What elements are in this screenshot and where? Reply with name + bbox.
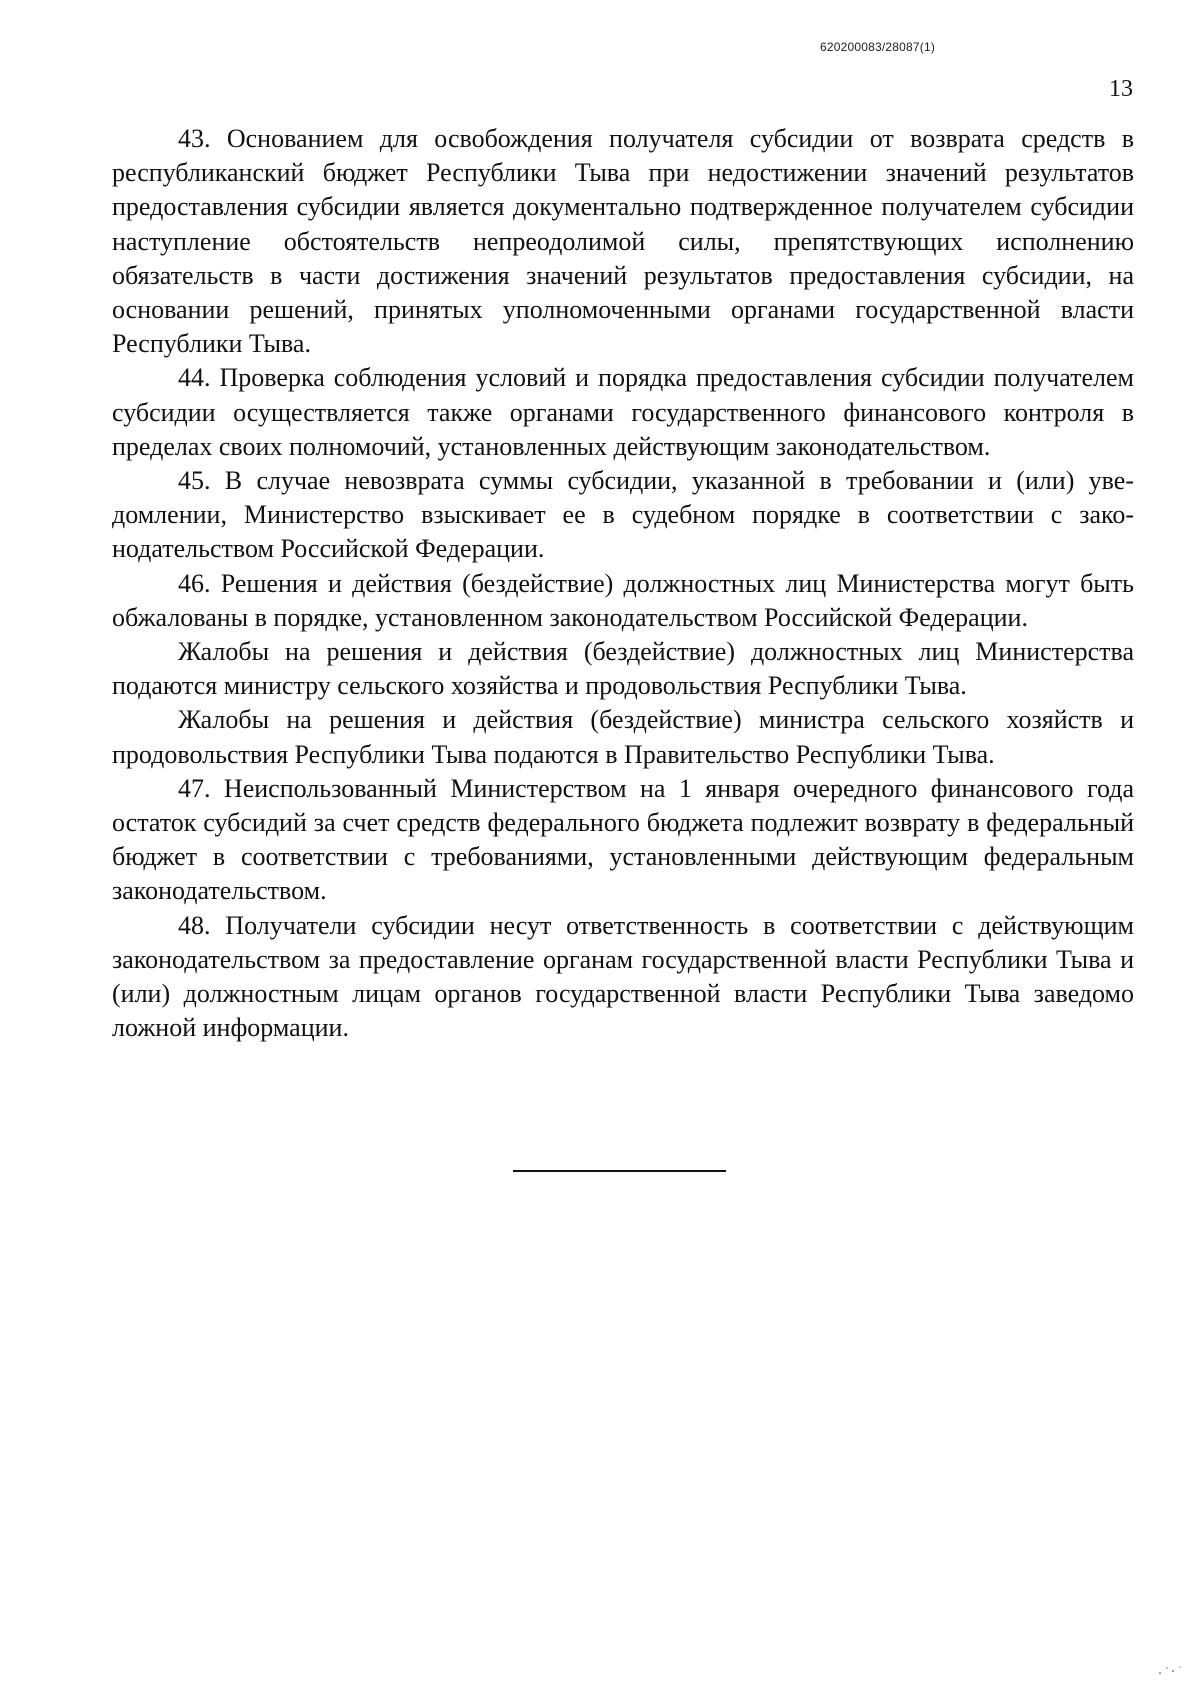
page-number: 13: [1109, 76, 1133, 102]
paragraph-48: 48. Получатели субсидии несут ответственность в соответствии с действующим законодательством за предоставление органам государственной власти Республики Тыва и (или) должностным лицам органов государственной власти Республики Тыва заведомо ложной информации.: [112, 910, 1134, 1043]
paragraph-complaints-minister: Жалобы на решения и действия (бездействие) министра сельского хозяйств и продовольствия Республики Тыва подаются в Правительство Республики Тыва.: [112, 705, 1134, 769]
scan-noise: [1156, 1664, 1186, 1676]
paragraph-43: 43. Основанием для освобождения получателя субсидии от возврата средств в республиканский бюджет Республики Тыва при недостижении значений результатов предоставления субсидии является документально подтвержденное получателем субсидии наступление обстоятельств непреодолимой силы, препятствующих исполнению обязательств в части достижения значений результатов предоставления субсидии, на основании решений, принятых уполномоченными органами государственной власти Республики Тыва.: [112, 124, 1134, 359]
paragraph-complaints-officials: Жалобы на решения и действия (бездействие) должностных лиц Министерства подаются министру сельского хозяйства и продовольствия Республики Тыва.: [112, 637, 1134, 701]
document-body: [112, 122, 1134, 1045]
end-of-document-rule: [513, 1170, 726, 1172]
paragraph-46: 46. Решения и действия (бездействие) должностных лиц Министерства могут быть обжалованы в порядке, установленном законодательством Российской Федерации.: [112, 568, 1134, 632]
paragraph-47: 47. Неиспользованный Министерством на 1 января очередного финансового года остаток субсидий за счет средств федерального бюджета подлежит возврату в федеральный бюджет в соответствии с требованиями, установленными действующим федеральным законодательством.: [112, 773, 1134, 906]
paragraph-44: 44. Проверка соблюдения условий и порядка предоставления субсидии получателем субсидии осуществляется также органами государственного финансового контроля в пределах своих полномочий, установленных действующим законодательством.: [112, 363, 1134, 461]
document-id: 620200083/28087(1): [820, 40, 936, 54]
paragraph-45: 45. В случае невозврата суммы субсидии, указанной в требовании и (или) уведомлении, Министерство взыскивает ее в судебном порядке в соответствии с законодательством Российской Федерации.: [112, 466, 1134, 564]
